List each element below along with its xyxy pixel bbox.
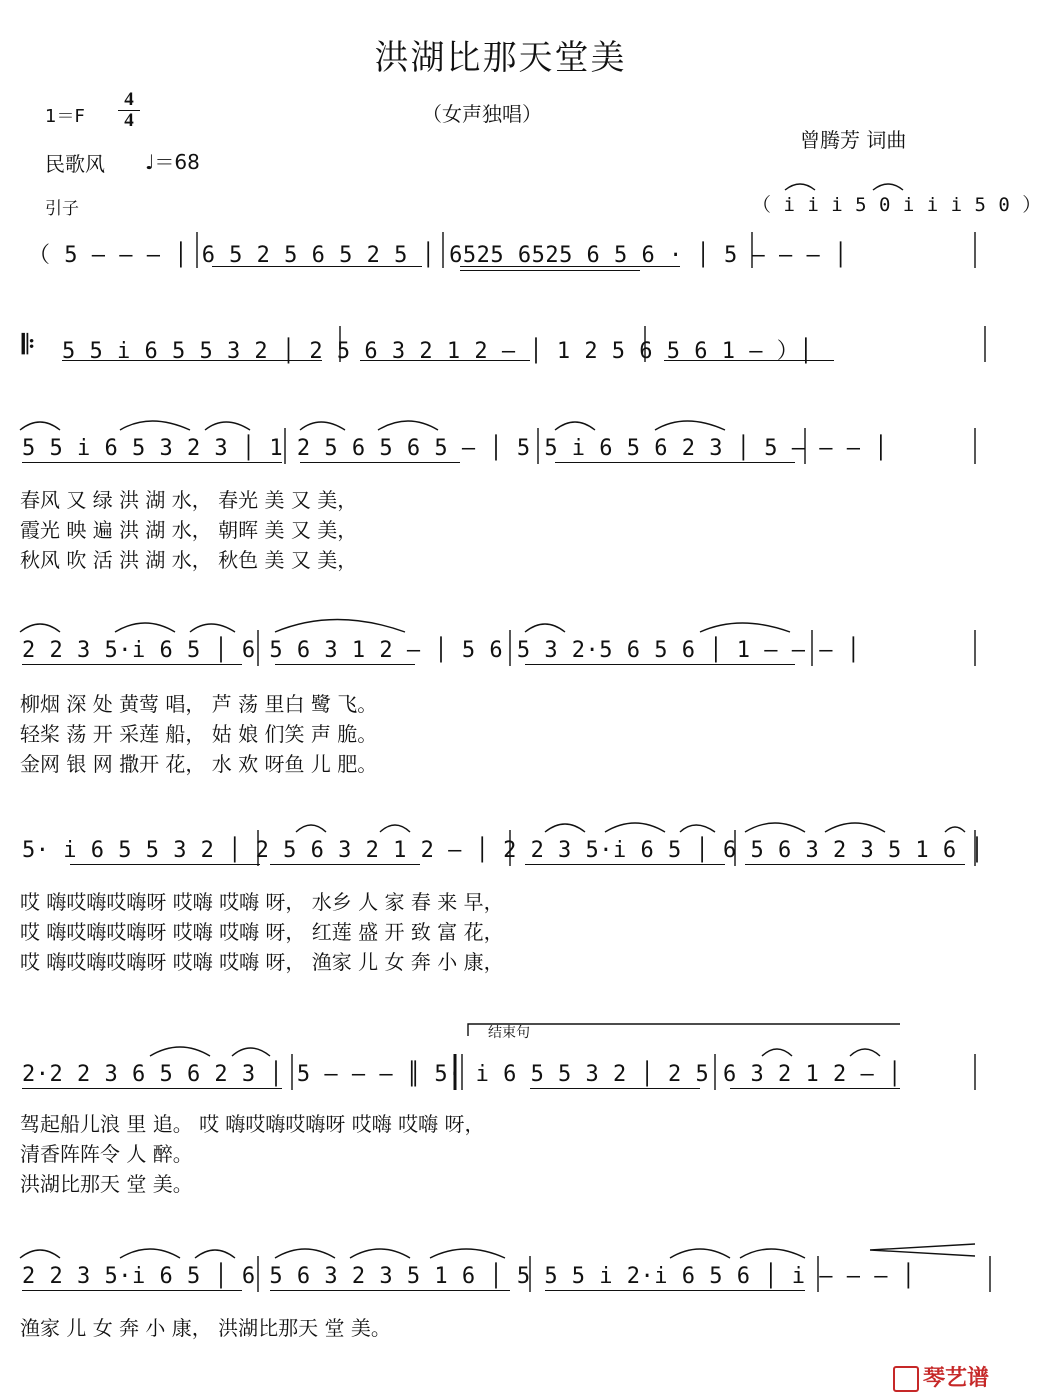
end-phrase-bracket	[468, 1024, 900, 1036]
slur	[555, 422, 595, 430]
style-marking: 民歌风	[45, 152, 105, 176]
notation-system-3: 5 5 i 6 5 3 2 3 │ 1 2 5 6 5 6 5 – │ 5 5 i 6 5 6 2 3 │ 5 – – – │	[22, 436, 888, 461]
lyric-line: 哎 嗨哎嗨哎嗨呀 哎嗨 哎嗨 呀， 红莲 盛 开 致 富 花，	[20, 920, 504, 944]
slur	[120, 1249, 180, 1258]
lyric-line: 金网 银 网 撒开 花， 水 欢 呀鱼 儿 肥。	[20, 752, 378, 776]
slur	[350, 1249, 410, 1258]
slur	[762, 1049, 792, 1056]
watermark-text: 琴艺谱	[922, 1366, 989, 1391]
slur	[680, 825, 715, 832]
lyric-line: 清香阵阵令 人 醉。	[20, 1142, 193, 1166]
slur	[115, 623, 175, 632]
slur	[275, 620, 405, 633]
slur	[378, 421, 438, 430]
notation-system-1: （ 5 – – – │ 6 5 2 5 6 5 2 5 │ 6525 6525 6 5 6 · │ 5 – – – │	[28, 243, 848, 268]
lyric-line: 哎 嗨哎嗨哎嗨呀 哎嗨 哎嗨 呀， 渔家 儿 女 奔 小 康，	[20, 950, 504, 974]
lyric-line: 霞光 映 遍 洪 湖 水， 朝晖 美 又 美，	[20, 518, 358, 542]
lyric-line: 柳烟 深 处 黄莺 唱， 芦 荡 里白 鹭 飞。	[20, 692, 378, 716]
slur	[605, 823, 665, 832]
notation-system-5: 5· i 6 5 5 3 2 │ 2 5 6 3 2 1 2 – │ 2 2 3 5·i 6 5 │ 6 5 6 3 2 3 5 1 6 │	[22, 838, 985, 863]
lyric-line: 哎 嗨哎嗨哎嗨呀 哎嗨 哎嗨 呀， 水乡 人 家 春 来 早，	[20, 890, 504, 914]
notation-system-2: 5 5 i 6 5 5 3 2 │ 2 5 6 3 2 1 2 – │ 1 2 5 6 5 6 1 – ）│	[62, 339, 813, 364]
lyric-line: 洪湖比那天 堂 美。	[20, 1172, 193, 1196]
lyric-line: 秋风 吹 活 洪 湖 水， 秋色 美 又 美，	[20, 548, 358, 572]
slur	[120, 421, 190, 430]
subtitle: （女声独唱）	[422, 102, 542, 126]
slur	[700, 623, 790, 632]
repeat-start-sign: 𝄆	[22, 330, 35, 360]
slur	[525, 624, 565, 632]
notation-system-4: 2 2 3 5·i 6 5 │ 6 5 6 3 1 2 – │ 5 6 5 3 2·5 6 5 6 │ 1 – – – │	[22, 638, 861, 663]
slur	[873, 184, 903, 190]
slur	[150, 1047, 210, 1056]
notation-system-6: 2·2 2 3 6 5 6 2 3 │ 5 – – – ║ 5· i 6 5 5 3 2 │ 2 5 6 3 2 1 2 – │	[22, 1062, 902, 1087]
slur	[745, 823, 805, 832]
slur	[20, 1250, 60, 1258]
slur	[945, 827, 965, 832]
author-credit: 曾腾芳 词曲	[800, 128, 907, 152]
slur	[232, 1048, 270, 1056]
song-title: 洪湖比那天堂美	[374, 38, 627, 78]
decrescendo-mark	[870, 1244, 975, 1256]
slur	[655, 421, 725, 430]
lyric-line: 驾起船儿浪 里 追。 哎 嗨哎嗨哎嗨呀 哎嗨 哎嗨 呀，	[20, 1112, 485, 1136]
logo-icon	[893, 1366, 919, 1392]
time-sig-top: 4	[118, 90, 140, 111]
lyric-line: 春风 又 绿 洪 湖 水， 春光 美 又 美，	[20, 488, 358, 512]
slur	[430, 1249, 505, 1258]
slur	[275, 1249, 335, 1258]
slur	[825, 823, 885, 832]
intro-label: 引子	[45, 199, 79, 219]
slur	[195, 1250, 235, 1258]
slur	[300, 422, 345, 430]
notation-system-7: 2 2 3 5·i 6 5 │ 6 5 6 3 2 3 5 1 6 │ 5 5 5 i 2·i 6 5 6 │ i – – – │	[22, 1264, 916, 1289]
key-signature: 1＝F	[45, 106, 85, 127]
slur	[20, 624, 60, 632]
slur	[740, 1249, 805, 1258]
slur	[20, 422, 60, 430]
intro-upper-phrase: （ i i i 5 0 i i i 5 0 ）	[752, 194, 1042, 216]
slur	[190, 624, 235, 632]
end-phrase-label: 结束句	[488, 1025, 530, 1041]
watermark-logo	[893, 1361, 989, 1392]
slur	[296, 825, 326, 832]
slur	[380, 825, 410, 832]
slur	[205, 422, 250, 430]
lyric-line: 轻桨 荡 开 采莲 船， 姑 娘 们笑 声 脆。	[20, 722, 378, 746]
slur	[785, 184, 815, 190]
time-sig-bottom: 4	[124, 110, 134, 131]
tempo-marking: ♩＝68	[145, 150, 200, 174]
slur	[545, 824, 585, 832]
lyric-line: 渔家 儿 女 奔 小 康， 洪湖比那天 堂 美。	[20, 1316, 391, 1340]
slur	[670, 1249, 730, 1258]
slur	[850, 1049, 880, 1056]
